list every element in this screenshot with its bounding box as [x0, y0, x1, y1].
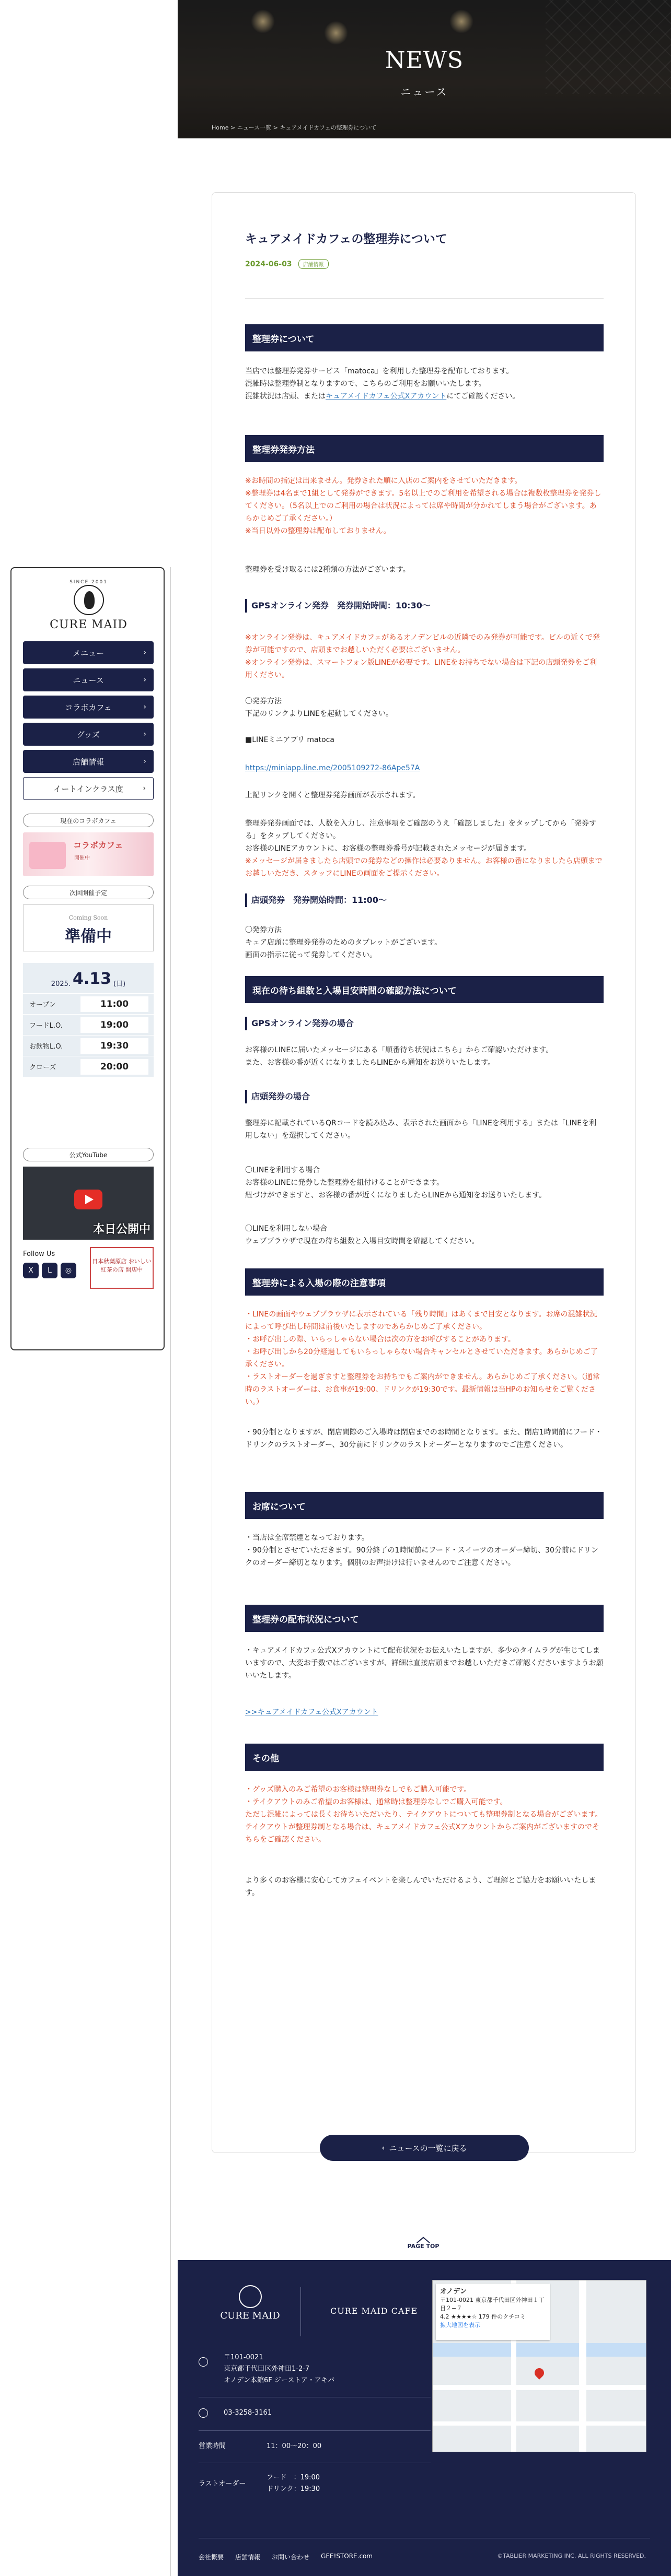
last-order-label: ラストオーダー: [199, 2480, 246, 2488]
logo-name: CURE MAID: [50, 618, 128, 631]
notice-red: ※お時間の指定は出来ません。発券された順に入店のご案内をさせていただきます。 ※整理券は4名まで1組として発券ができます。5名以上でのご利用を希望される場合は複数枚整理券を発券してください。（5名以上でのご利用の場合は状況によっては席や時間が分かれてしまう場合がございます。あらかじめご了承ください。） ※当日以外の整理券は配布しておりません。: [245, 477, 601, 535]
hours-row: [23, 1014, 154, 1035]
hero-banner: [178, 0, 671, 138]
paragraph: ・90分制となりますが、閉店間際のご入場時は閉店までのお時間となります。また、閉店1時間前にフード・ドリンクのラストオーダー、30分前にドリンクのラストオーダーとなりますのでご注意ください。: [245, 1428, 603, 1449]
map-info-card: [436, 2284, 550, 2340]
chevron-right-icon: ›: [143, 757, 146, 766]
paragraph: 整理券を受け取るには2種類の方法がございます。: [245, 566, 410, 574]
nav-menu-button[interactable]: [23, 641, 154, 664]
article-date: 2024-06-03: [245, 260, 292, 268]
hours-value: 19:30: [80, 1038, 148, 1054]
chevron-right-icon: ›: [143, 730, 146, 738]
paragraph: 整理券に記載されているQRコードを読み込み、表示された画面から「LINEを利用する」または「LINEを利用しない」を選択してください。: [245, 1119, 597, 1140]
logo-emblem-icon: [239, 2285, 262, 2308]
next-event-pill: 次回開催予定: [23, 886, 154, 899]
paragraph: 上記リンクを開くと整理券発券画面が表示されます。: [245, 791, 420, 799]
hours-weekday: (日): [113, 980, 126, 988]
paragraph: より多くのお客様に安心してカフェイベントを楽しんでいただけるよう、ご理解とご協力をお願いいたします。: [245, 1876, 596, 1897]
coming-soon-label: Coming Soon: [68, 914, 108, 921]
map-pin-icon[interactable]: [533, 2366, 546, 2379]
sub-heading: 店頭発券 発券開始時間：11:00〜: [245, 893, 387, 907]
x-account-link[interactable]: キュアメイドカフェ公式Xアカウント: [326, 392, 447, 401]
instagram-icon[interactable]: ◎: [61, 1263, 76, 1278]
nav-label: コラボカフェ: [65, 702, 112, 712]
breadcrumb: Home > ニュース一覧 > キュアメイドカフェの整理券について: [212, 124, 377, 131]
paragraph: 〇発券方法 キュア店頭に整理券発券のためのタブレットがございます。 画面の指示に従って発券してください。: [245, 926, 442, 959]
section-heading: 整理券による入場の際の注意事項: [245, 1268, 604, 1296]
coming-soon-box: [23, 904, 154, 951]
hero-title: NEWS: [385, 47, 464, 74]
youtube-caption: 本日公開中: [92, 1223, 151, 1236]
hours-value: 19:00: [80, 1017, 148, 1033]
footer-link-store[interactable]: 店舗情報: [235, 2554, 261, 2561]
hours-row: [23, 993, 154, 1014]
back-to-news-button[interactable]: [320, 2135, 529, 2161]
divider: [199, 2430, 431, 2431]
collab-banner[interactable]: [23, 832, 154, 876]
hero-subtitle: ニュース: [400, 86, 448, 98]
section-heading: 現在の待ち組数と入場目安時間の確認方法について: [245, 976, 604, 1003]
footer-nav: [199, 2553, 373, 2561]
x-icon[interactable]: X: [23, 1263, 39, 1278]
section-heading: 整理券発券方法: [245, 435, 604, 462]
breadcrumb-news[interactable]: ニュース一覧: [237, 124, 272, 131]
footer-logo-name: CURE MAID: [220, 2310, 280, 2321]
paragraph: 〇発券方法 下記のリンクよりLINEを起動してください。: [245, 697, 393, 718]
paragraph: 〇LINEを利用する場合 お客様のLINEに発券した整理券を紐付けることができます。 紐づけができますと、お客様の番が近くになりましたらLINEから通知をお送りいたします。: [245, 1166, 547, 1199]
notice-red: ・LINEの画面やウェブブラウザに表示されている「残り時間」はあくまで目安となります。お席の混雑状況によって呼び出し時間は前後いたしますのであらかじめご了承ください。 ・お呼び出しの際、いらっしゃらない場合は次の方をお呼びすることがあります。 ・お呼び出しから20分経過してもいらっしゃらない場合キャンセルとさせていただきます。あらかじめご了承ください。 ・ラストオーダーを過ぎますと整理券をお持ちでもご案内ができません。あらかじめご了承ください。（通常時のラストオーダーは、お食事が19:00、ドリンクが19:30です。最新情報は当HPのお知らせをご覧ください。）: [245, 1310, 600, 1406]
nav-goods-button[interactable]: [23, 723, 154, 746]
sidebar-card: [10, 567, 165, 1350]
sub-heading: GPSオンライン発券 発券開始時間：10:30〜: [245, 599, 431, 613]
follow-label: Follow Us: [23, 1250, 55, 1258]
footer-phone[interactable]: 03-3258-3161: [224, 2409, 272, 2417]
hours-row: [23, 1035, 154, 1056]
footer-brand: CURE MAID CAFE: [330, 2306, 418, 2316]
page-top-label: PAGE TOP: [407, 2243, 439, 2250]
paragraph: ・キュアメイドカフェ公式Xアカウントにて配布状況をお伝えいたしますが、多少のタイムラグが生じてしまいますので、大変お手数ではございますが、詳細は直接店頭までお越しいただきご確認くださいますようお願いいたします。: [245, 1646, 604, 1680]
store-banner[interactable]: 日本秋葉原店 おいしい紅茶の店 開店中: [90, 1247, 154, 1289]
logo-emblem-icon: [74, 585, 104, 615]
footer-link-company[interactable]: 会社概要: [199, 2554, 224, 2561]
nav-store-button[interactable]: [23, 750, 154, 773]
hours-date: [23, 963, 154, 993]
footer: [178, 2260, 671, 2576]
nav-news-button[interactable]: [23, 668, 154, 691]
play-icon[interactable]: [74, 1190, 102, 1209]
hours-key: お飲物L.O.: [29, 1043, 63, 1051]
location-icon: [199, 2357, 208, 2367]
nav-collab-button[interactable]: [23, 696, 154, 719]
breadcrumb-home[interactable]: Home: [212, 124, 229, 131]
social-links: [23, 1263, 76, 1278]
section-heading: 整理券の配布状況について: [245, 1605, 604, 1632]
notice-red: ・グッズ購入のみご希望のお客様は整理券なしでもご購入可能です。 ・テイクアウトのみご希望のお客様は、通常時は整理券なしでご購入可能です。 ただし混雑によっては長くお待ちいただいたり、テイクアウトについても整理券制となる場合がございます。 テイクアウトが整理券制となる場合は、キュアメイドカフェ公式Xアカウントからご案内がございますのでそちらをご確認ください。: [245, 1785, 603, 1844]
last-order-values: フード ：19:00 ドリンク：19:30: [267, 2474, 320, 2493]
paragraph: ■LINEミニアプリ matoca: [245, 736, 334, 744]
hours-monthday: 4.13: [73, 970, 112, 988]
hours-label: 営業時間: [199, 2442, 226, 2450]
sub-heading: 店頭発券の場合: [245, 1090, 310, 1103]
phone-icon: [199, 2408, 208, 2418]
chevron-right-icon: ›: [143, 676, 146, 684]
chevron-right-icon: ›: [143, 703, 146, 711]
hours-key: クローズ: [29, 1064, 56, 1072]
article-card: [212, 192, 636, 2153]
collab-character-image: [29, 842, 66, 869]
category-badge: 店舗情報: [298, 259, 329, 269]
nav-label: メニュー: [72, 648, 104, 658]
section-heading: その他: [245, 1744, 604, 1771]
hours-key: オープン: [29, 1001, 56, 1009]
nav-label: イートインクラス度: [53, 784, 123, 794]
hours-value: 11:00: [80, 996, 148, 1012]
nav-label: ニュース: [73, 675, 104, 685]
paragraph: 当店では整理券発券サービス「matoca」を利用した整理券を配布しております。 混雑時は整理券制となりますので、こちらのご利用をお願いいたします。 混雑状況は店頭、またはキュアメイドカフェ公式Xアカウントにてご確認ください。: [245, 367, 520, 401]
line-icon[interactable]: L: [42, 1263, 57, 1278]
divider: [300, 2287, 301, 2336]
map-address: 〒101-0021 東京都千代田区外神田１丁目２−７: [440, 2297, 545, 2312]
section-heading: お席について: [245, 1492, 604, 1519]
hours-year: 2025.: [51, 980, 71, 988]
footer-link-geestore[interactable]: GEE!STORE.com: [321, 2553, 373, 2560]
footer-logo[interactable]: [212, 2285, 288, 2337]
logo-since: SINCE 2001: [70, 580, 108, 585]
footer-address: 〒101-0021 東京都千代田区外神田1-2-7 オノデン本館6F ジーストア・アキバ: [224, 2354, 335, 2384]
matoca-link[interactable]: https://miniapp.line.me/2005109272-86Ape57A: [245, 764, 420, 772]
collab-sub: 開催中: [74, 855, 90, 861]
breadcrumb-current: キュアメイドカフェの整理券について: [280, 124, 377, 131]
youtube-thumbnail[interactable]: [23, 1167, 154, 1240]
paragraph: お客様のLINEに届いたメッセージにある「順番待ち状況はこちら」からご確認いただけます。 また、お客様の番が近くになりましたらLINEから通知をお送りいたします。: [245, 1046, 553, 1067]
copyright: ©TABLIER MARKETING INC. ALL RIGHTS RESERVED.: [497, 2553, 646, 2559]
youtube-pill: 公式YouTube: [23, 1148, 154, 1161]
back-label: ニュースの一覧に戻る: [389, 2143, 467, 2153]
hours-row: [23, 1056, 154, 1077]
preparing-label: 準備中: [65, 927, 112, 946]
nav-label: グッズ: [76, 730, 100, 739]
map-place-name: オノデン: [440, 2288, 467, 2296]
nav-eatin-button[interactable]: [23, 777, 154, 800]
footer-link-contact[interactable]: お問い合わせ: [272, 2554, 310, 2561]
paragraph: 整理券発券画面では、人数を入力し、注意事項をご確認のうえ「確認しました」をタップしてから「発券する」をタップしてください。 お客様のLINEアカウントに、お客様の整理券番号が記載されたメッセージが届きます。 ※メッセージが届きましたら店頭での発券などの操作は必要ありません。お客様の番になりましたら店頭までお越しいただき、スタッフにLINEの画面をご提示ください。: [245, 819, 603, 878]
map-rating: 4.2 ★★★★☆ 179 件のクチコミ: [440, 2313, 526, 2320]
map-enlarge-link[interactable]: 拡大地図を表示: [440, 2322, 480, 2328]
hours-value: 11：00〜20：00: [267, 2442, 322, 2450]
hero-background: [178, 0, 671, 138]
hours-key: フードL.O.: [29, 1022, 63, 1030]
collab-title: コラボカフェ: [73, 840, 123, 850]
site-logo[interactable]: [38, 580, 140, 631]
section-heading: 整理券について: [245, 324, 604, 351]
chevron-right-icon: ›: [143, 784, 146, 793]
google-map[interactable]: [432, 2280, 646, 2452]
today-hours: [23, 963, 154, 1077]
notice-red: ※オンライン発券は、キュアメイドカフェがあるオノデンビルの近隣でのみ発券が可能です。ビルの近くで発券が可能ですので、店頭までお越しいただく必要はございません。 ※オンライン発券は、スマートフォン版LINEが必要です。LINEをお持ちでない場合は下記の店頭発券をご利用ください。: [245, 633, 600, 679]
paragraph: 〇LINEを利用しない場合 ウェブブラウザで現在の待ち組数と入場目安時間を確認してください。: [245, 1225, 479, 1245]
sub-heading: GPSオンライン発券の場合: [245, 1017, 354, 1030]
paragraph: ・当店は全席禁煙となっております。 ・90分制とさせていただきます。90分終了の1時間前にフード・スイーツのオーダー締切、30分前にドリンクのオーダー締切となります。個別のお声掛けは行いませんのでご注意ください。: [245, 1534, 598, 1567]
page-top-button[interactable]: [387, 2232, 460, 2250]
chevron-right-icon: ›: [143, 649, 146, 657]
sidebar: [0, 567, 171, 2576]
hours-value: 20:00: [80, 1059, 148, 1075]
chevron-left-icon: ‹: [381, 2143, 385, 2152]
article-title: キュアメイドカフェの整理券について: [245, 232, 447, 246]
divider: [245, 298, 604, 299]
collab-pill: 現在のコラボカフェ: [23, 814, 154, 827]
nav-label: 店舗情報: [72, 757, 104, 767]
article-meta: [245, 259, 329, 269]
chevron-up-icon: ︿: [416, 2230, 430, 2245]
x-account-link[interactable]: >>キュアメイドカフェ公式Xアカウント: [245, 1708, 378, 1716]
